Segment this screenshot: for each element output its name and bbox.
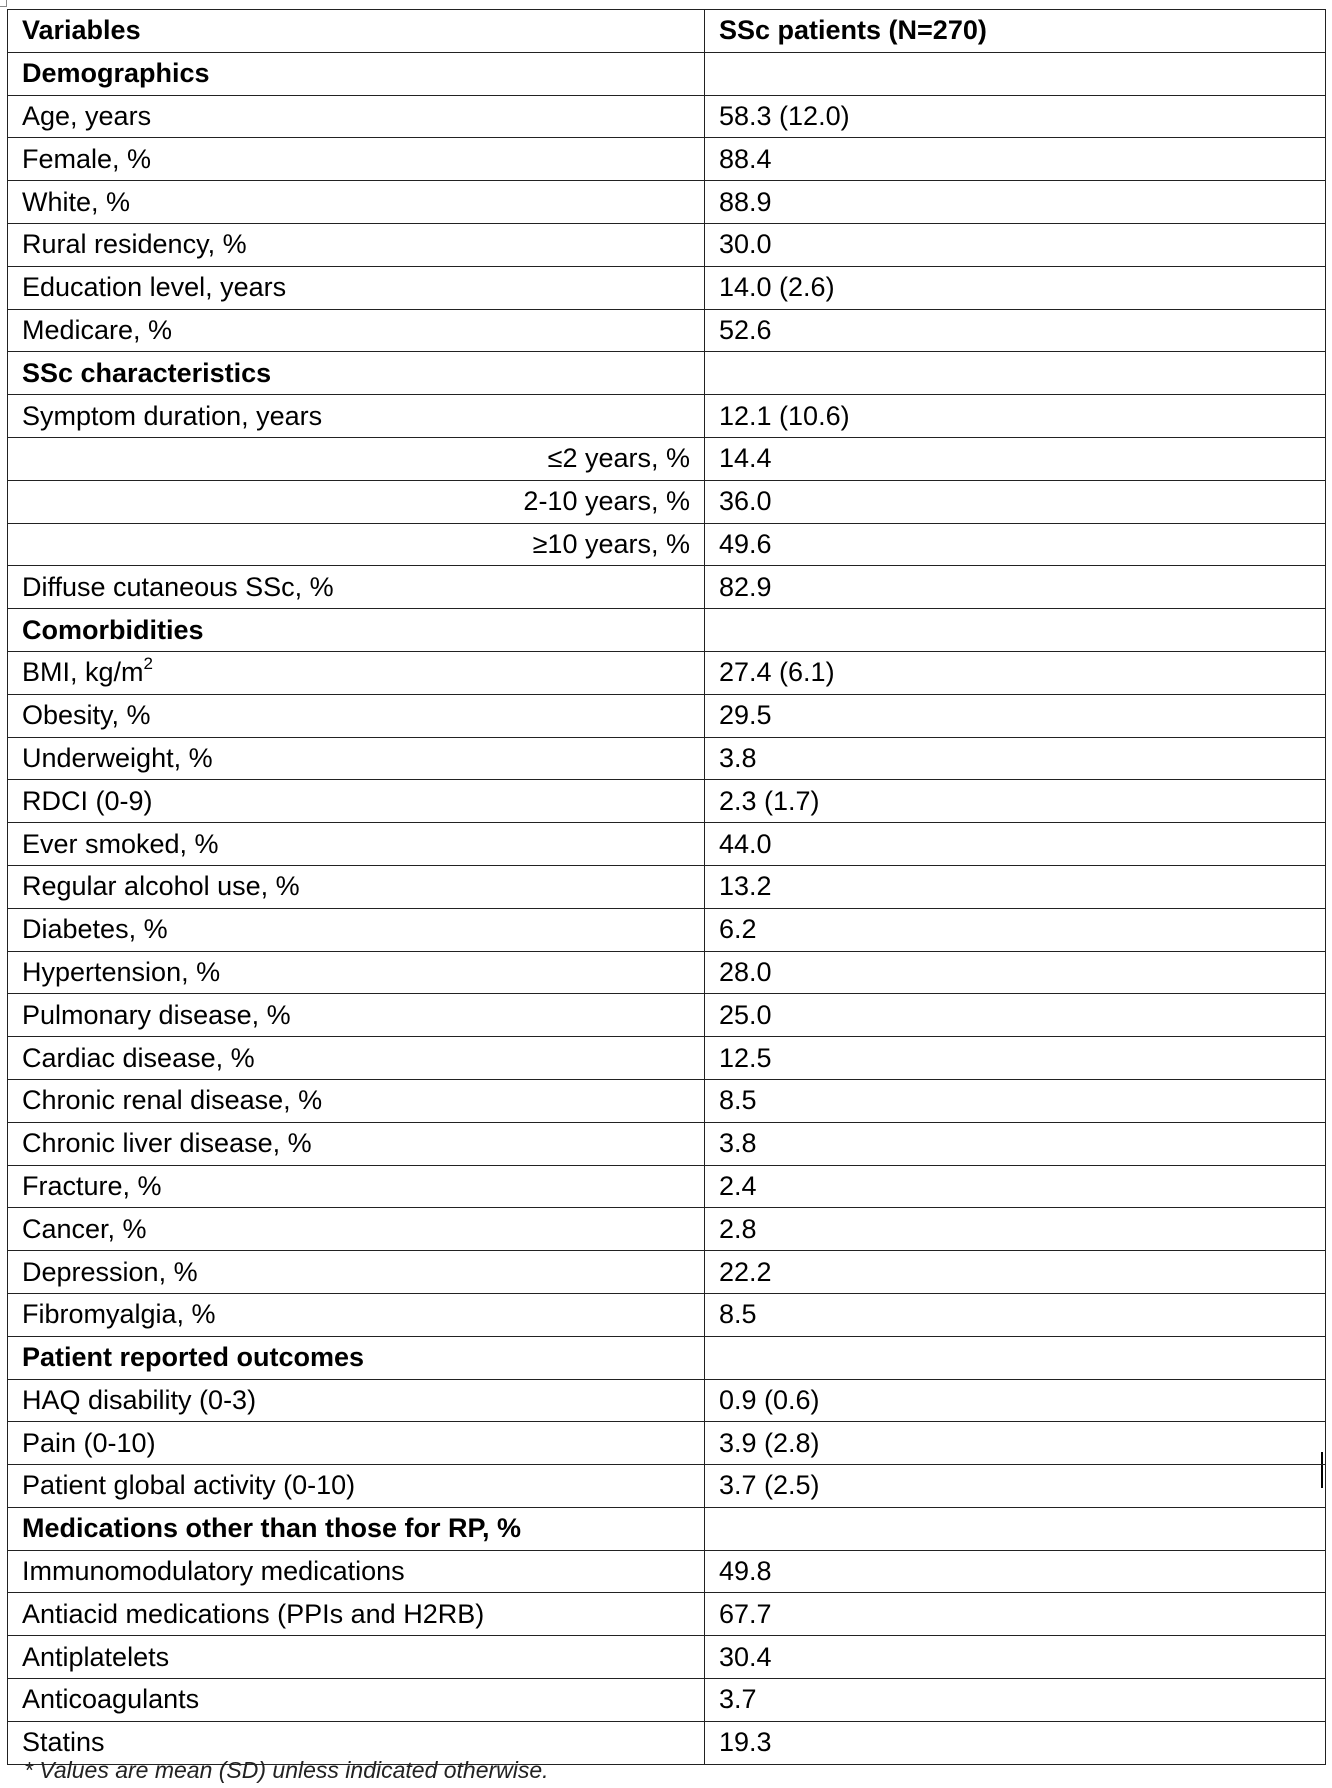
section-row	[8, 1507, 1326, 1550]
row-label: Depression, %	[8, 1251, 705, 1294]
row-value: 29.5	[705, 694, 1326, 737]
row-value: 49.8	[705, 1550, 1326, 1593]
table-row	[8, 1593, 1326, 1636]
row-value: 3.7 (2.5)	[705, 1465, 1326, 1508]
row-sublabel: ≥10 years, %	[8, 523, 705, 566]
section-empty-cell	[705, 352, 1326, 395]
row-value: 8.5	[705, 1079, 1326, 1122]
row-value: 30.4	[705, 1636, 1326, 1679]
table-row	[8, 181, 1326, 224]
row-label: Female, %	[8, 138, 705, 181]
row-label-bmi	[8, 651, 705, 694]
table-row	[8, 266, 1326, 309]
section-row	[8, 52, 1326, 95]
table-row	[8, 694, 1326, 737]
table-row	[8, 138, 1326, 181]
row-label: Medicare, %	[8, 309, 705, 352]
table-row	[8, 780, 1326, 823]
section-demographics: Demographics	[8, 52, 705, 95]
table-row	[8, 1465, 1326, 1508]
row-value: 12.5	[705, 1037, 1326, 1080]
row-value: 52.6	[705, 309, 1326, 352]
row-label: Chronic liver disease, %	[8, 1122, 705, 1165]
row-label: Rural residency, %	[8, 223, 705, 266]
row-value: 13.2	[705, 865, 1326, 908]
row-sublabel: ≤2 years, %	[8, 437, 705, 480]
row-value: 14.4	[705, 437, 1326, 480]
row-value: 3.8	[705, 737, 1326, 780]
document-body	[7, 9, 1325, 1765]
row-value: 2.4	[705, 1165, 1326, 1208]
section-medications: Medications other than those for RP, %	[8, 1507, 705, 1550]
row-value: 36.0	[705, 480, 1326, 523]
section-empty-cell	[705, 609, 1326, 652]
row-value: 2.3 (1.7)	[705, 780, 1326, 823]
row-value: 0.9 (0.6)	[705, 1379, 1326, 1422]
row-value: 25.0	[705, 994, 1326, 1037]
table-row	[8, 1422, 1326, 1465]
row-label: HAQ disability (0-3)	[8, 1379, 705, 1422]
table-row	[8, 1636, 1326, 1679]
section-empty-cell	[705, 1336, 1326, 1379]
table-row	[8, 865, 1326, 908]
table-row	[8, 1379, 1326, 1422]
row-value: 3.9 (2.8)	[705, 1422, 1326, 1465]
table-footnote: * Values are mean (SD) unless indicated otherwise.	[24, 1757, 549, 1783]
table-row	[8, 823, 1326, 866]
table-row	[8, 1079, 1326, 1122]
row-value: 19.3	[705, 1721, 1326, 1764]
row-label: Underweight, %	[8, 737, 705, 780]
row-value: 8.5	[705, 1293, 1326, 1336]
bmi-label-text: BMI, kg/m	[22, 657, 144, 688]
section-empty-cell	[705, 52, 1326, 95]
row-value: 3.7	[705, 1679, 1326, 1722]
row-label: Diabetes, %	[8, 908, 705, 951]
table-row	[8, 1679, 1326, 1722]
row-value: 3.8	[705, 1122, 1326, 1165]
row-label: Immunomodulatory medications	[8, 1550, 705, 1593]
row-value: 44.0	[705, 823, 1326, 866]
table-row	[8, 1037, 1326, 1080]
characteristics-table	[7, 9, 1326, 1765]
table-row	[8, 1165, 1326, 1208]
row-label: Cardiac disease, %	[8, 1037, 705, 1080]
table-row	[8, 1251, 1326, 1294]
row-label: RDCI (0-9)	[8, 780, 705, 823]
table-row	[8, 566, 1326, 609]
row-value: 22.2	[705, 1251, 1326, 1294]
row-value: 28.0	[705, 951, 1326, 994]
table-row	[8, 1293, 1326, 1336]
table-row	[8, 223, 1326, 266]
table-row	[8, 523, 1326, 566]
row-value: 82.9	[705, 566, 1326, 609]
row-sublabel: 2-10 years, %	[8, 480, 705, 523]
table-row	[8, 480, 1326, 523]
row-label: Pain (0-10)	[8, 1422, 705, 1465]
table-row	[8, 994, 1326, 1037]
header-variables: Variables	[8, 10, 705, 53]
table-row	[8, 1550, 1326, 1593]
header-ssc-patients: SSc patients (N=270)	[705, 10, 1326, 53]
row-label: Antiplatelets	[8, 1636, 705, 1679]
row-label: Education level, years	[8, 266, 705, 309]
row-label: Hypertension, %	[8, 951, 705, 994]
table-row	[8, 737, 1326, 780]
row-label: Age, years	[8, 95, 705, 138]
table-row	[8, 908, 1326, 951]
row-value: 27.4 (6.1)	[705, 651, 1326, 694]
row-label: Regular alcohol use, %	[8, 865, 705, 908]
row-label: Diffuse cutaneous SSc, %	[8, 566, 705, 609]
row-label: Anticoagulants	[8, 1679, 705, 1722]
row-label: Statins	[8, 1721, 705, 1764]
bmi-superscript: 2	[143, 654, 153, 674]
row-label: Antiacid medications (PPIs and H2RB)	[8, 1593, 705, 1636]
row-label: Obesity, %	[8, 694, 705, 737]
table-row	[8, 951, 1326, 994]
row-value: 14.0 (2.6)	[705, 266, 1326, 309]
row-value: 6.2	[705, 908, 1326, 951]
table-row	[8, 95, 1326, 138]
row-value: 88.4	[705, 138, 1326, 181]
section-ssc-characteristics: SSc characteristics	[8, 352, 705, 395]
row-label: Cancer, %	[8, 1208, 705, 1251]
table-row	[8, 651, 1326, 694]
table-header-row	[8, 10, 1326, 53]
row-value: 67.7	[705, 1593, 1326, 1636]
table-row	[8, 395, 1326, 438]
table-row	[8, 1208, 1326, 1251]
section-row	[8, 1336, 1326, 1379]
row-label: Fracture, %	[8, 1165, 705, 1208]
row-value: 12.1 (10.6)	[705, 395, 1326, 438]
page-corner-mark	[0, 0, 7, 7]
row-value: 2.8	[705, 1208, 1326, 1251]
section-patient-reported-outcomes: Patient reported outcomes	[8, 1336, 705, 1379]
row-label: Fibromyalgia, %	[8, 1293, 705, 1336]
row-label: Ever smoked, %	[8, 823, 705, 866]
row-label: Chronic renal disease, %	[8, 1079, 705, 1122]
table-row	[8, 1122, 1326, 1165]
row-value: 30.0	[705, 223, 1326, 266]
row-label: White, %	[8, 181, 705, 224]
section-comorbidities: Comorbidities	[8, 609, 705, 652]
row-label: Symptom duration, years	[8, 395, 705, 438]
row-label: Pulmonary disease, %	[8, 994, 705, 1037]
section-empty-cell	[705, 1507, 1326, 1550]
row-value: 88.9	[705, 181, 1326, 224]
row-value: 58.3 (12.0)	[705, 95, 1326, 138]
table-row	[8, 437, 1326, 480]
row-label: Patient global activity (0-10)	[8, 1465, 705, 1508]
row-value: 49.6	[705, 523, 1326, 566]
section-row	[8, 352, 1326, 395]
section-row	[8, 609, 1326, 652]
table-row	[8, 309, 1326, 352]
